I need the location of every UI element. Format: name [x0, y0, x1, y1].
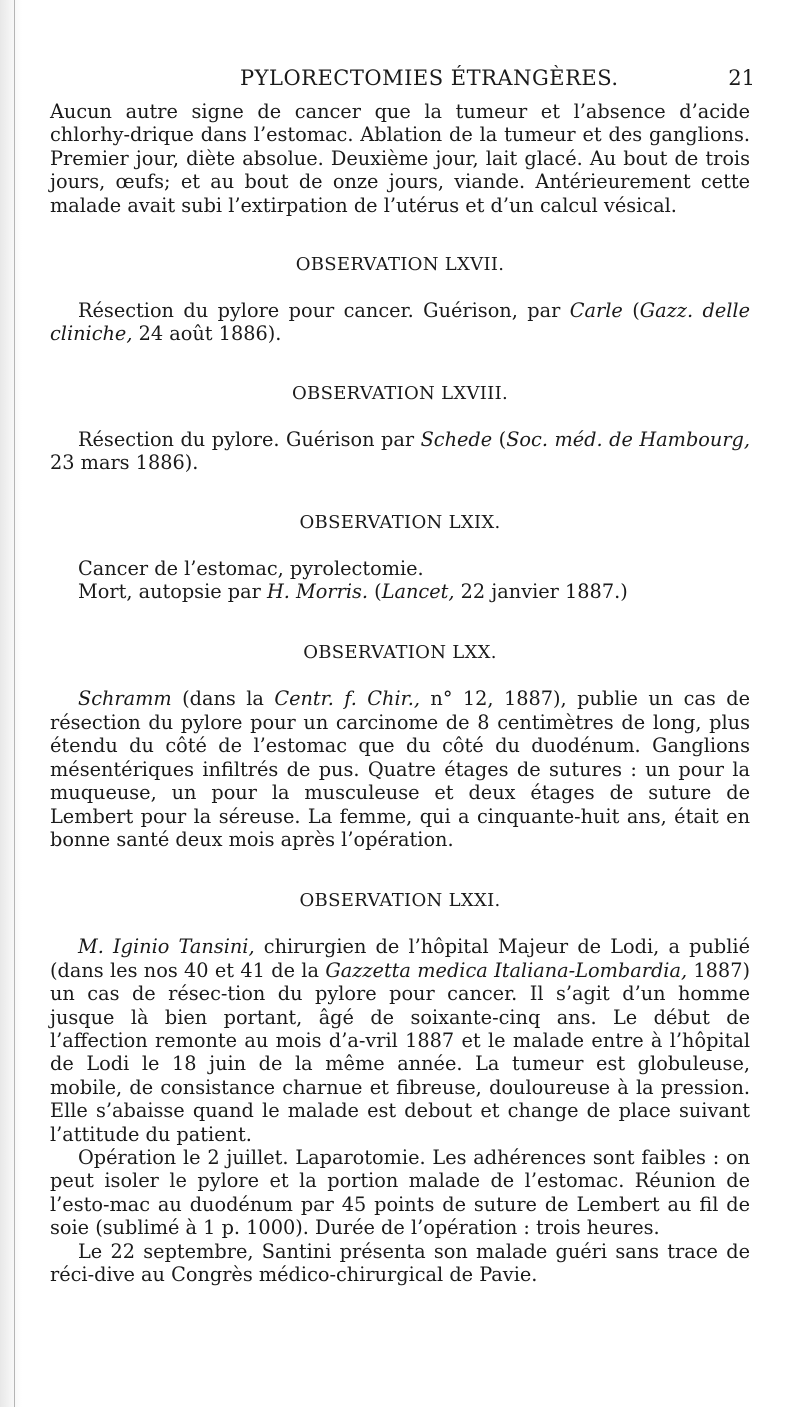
observation-71-paragraph-1: [50, 935, 750, 1146]
obs71-source: Gazzetta medica Italiana-Lombardia,: [325, 958, 688, 982]
obs69-text-mid: (: [368, 580, 382, 604]
obs67-text-after: 24 août 1886).: [132, 322, 282, 346]
obs67-source: Gazz. delle cliniche,: [50, 299, 750, 346]
obs67-text-mid: (: [622, 299, 640, 323]
obs68-source: Soc. méd. de Hambourg,: [506, 427, 751, 451]
running-head: PYLORECTOMIES ÉTRANGÈRES.: [240, 66, 619, 90]
obs71-text-b: 1887) un cas de résec-tion du pylore pour cancer. Il s’agit d’un homme jusque là bien portant, âgé de soixante-cinq ans. Le début de l’affection remonte au mois d’a-vril 1887 et le malade entre à l’hôpital de Lodi le 18 juin de la même année. La tumeur est globuleuse, mobile, de consistance charnue et fibreuse, douloureuse à la pression. Elle s’abaisse quand le malade est debout et change de place suivant l’attitude du patient.: [50, 958, 750, 1146]
obs68-text-mid: (: [492, 427, 507, 451]
page-header: [95, 66, 755, 96]
obs70-author: Schramm: [78, 687, 172, 711]
obs69-author: H. Morris.: [266, 580, 369, 604]
obs70-source: Centr. f. Chir.,: [274, 687, 420, 711]
obs68-author: Schede: [420, 427, 493, 451]
page-binding-line: [14, 0, 15, 1407]
observation-71-paragraph-3: Le 22 septembre, Santini présenta son malade guéri sans trace de réci-dive au Congrès médico-chirurgical de Pavie.: [50, 1239, 750, 1286]
obs67-text-before: Résection du pylore pour cancer. Guérison, par: [78, 299, 570, 323]
obs71-author: M. Iginio Tansini,: [78, 935, 255, 959]
page-binding-edge: [0, 0, 22, 1407]
observation-69-line2: [50, 580, 750, 603]
intro-paragraph: Aucun autre signe de cancer que la tumeur et l’absence d’acide chlorhy-drique dans l’estomac. Ablation de la tumeur et des ganglions. Premier jour, diète absolue. Deuxième jour, lait glacé. Au bout de trois jours, œufs; et au bout de onze jours, viande. Antérieurement cette malade avait subi l’extirpation de l’utérus et d’un calcul vésical.: [50, 100, 750, 217]
observation-69-heading: OBSERVATION LXIX.: [299, 511, 501, 533]
observation-67-heading: OBSERVATION LXVII.: [295, 254, 505, 276]
page-number: 21: [728, 66, 755, 90]
obs71-text-a: chirurgien de l’hôpital Majeur de Lodi, a publié (dans les nos 40 et 41 de la: [50, 935, 751, 982]
observation-67-text: [50, 299, 750, 346]
observation-69-line1: Cancer de l’estomac, pyrolectomie.: [78, 556, 424, 580]
obs69-source: Lancet,: [381, 580, 455, 604]
obs69-text-after: 22 janvier 1887.): [454, 580, 628, 604]
observation-70-text: [50, 687, 750, 851]
obs68-text-before: Résection du pylore. Guérison par: [78, 427, 421, 451]
obs67-author: Carle: [569, 299, 623, 323]
obs68-text-after: 23 mars 1886).: [50, 451, 199, 475]
observation-68-text: [50, 428, 750, 475]
observation-71-paragraph-2: Opération le 2 juillet. Laparotomie. Les adhérences sont faibles : on peut isoler le pylore et la portion malade de l’estomac. Réunion de l’esto-mac au duodénum par 45 points de suture de Lembert au fil de soie (sublimé à 1 p. 1000). Durée de l’opération : trois heures.: [50, 1145, 750, 1240]
page-body: [50, 100, 750, 1286]
observation-71-heading: OBSERVATION LXXI.: [299, 890, 501, 912]
observation-70-heading: OBSERVATION LXX.: [303, 642, 497, 664]
obs69-text-before: Mort, autopsie par: [78, 580, 267, 604]
obs70-text-a: (dans la: [171, 687, 275, 711]
observation-68-heading: OBSERVATION LXVIII.: [291, 382, 509, 404]
obs70-text-b: n° 12, 1887), publie un cas de résection du pylore pour un carcinome de 8 centimètres de long, plus étendu du côté de l’estomac que du côté du duodénum. Ganglions mésentériques infiltrés de pus. Quatre étages de sutures : un pour la muqueuse, un pour la musculeuse et deux étages de suture de Lembert pour la séreuse. La femme, qui a cinquante-huit ans, était en bonne santé deux mois après l’opération.: [50, 687, 750, 851]
